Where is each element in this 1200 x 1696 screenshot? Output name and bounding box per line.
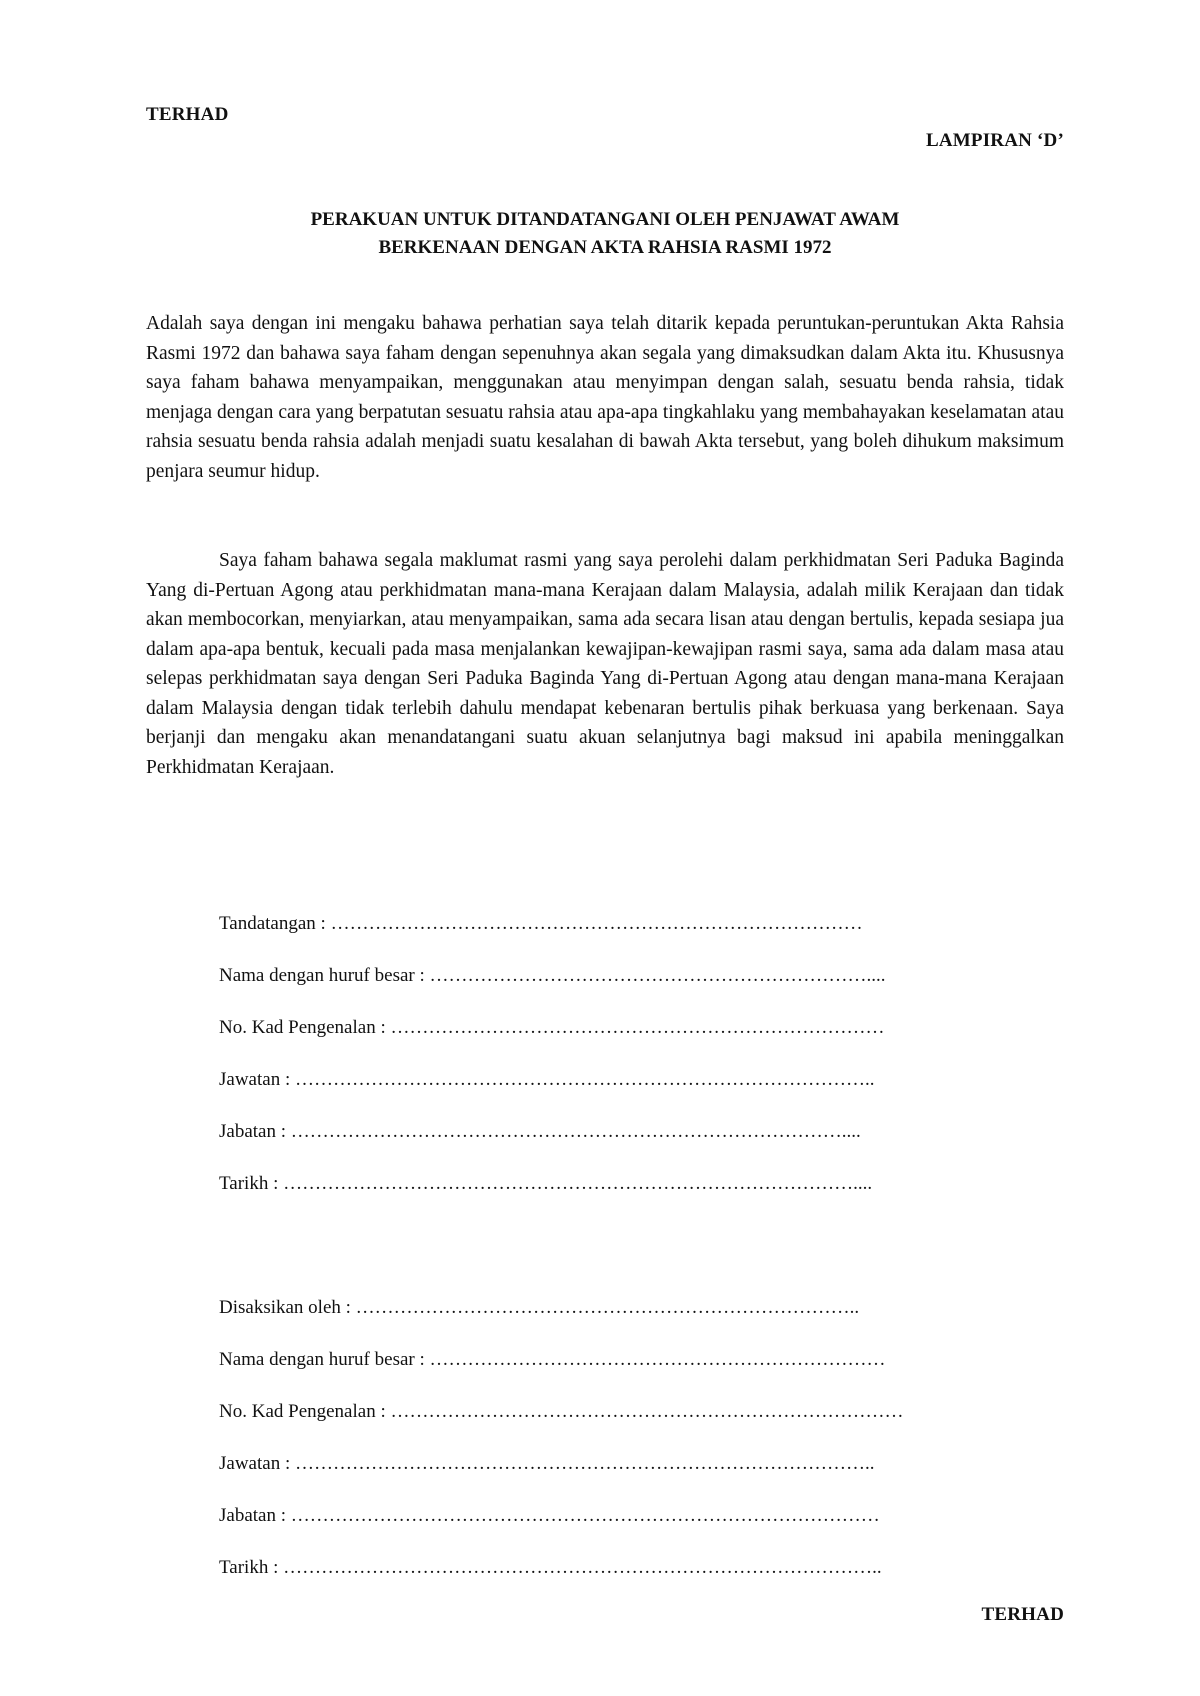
signatory-name-field: Nama dengan huruf besar : …………………………………………………………….... [219,965,886,986]
appendix-label: LAMPIRAN ‘D’ [925,130,1064,151]
witness-section [219,1296,999,1608]
signatory-ic-field: No. Kad Pengenalan : …………………………………………………………………… [219,1017,885,1038]
witness-name-field: Nama dengan huruf besar : ……………………………………………………………… [219,1349,886,1370]
witness-position-field: Jawatan : ……………………………………………………………………………….. [219,1453,875,1474]
title-line-2: BERKENAAN DENGAN AKTA RAHSIA RASMI 1972 [378,237,832,258]
signature-field: Tandatangan : ………………………………………………………………………… [219,913,863,934]
declaration-paragraph-2: Saya faham bahawa segala maklumat rasmi yang saya perolehi dalam perkhidmatan Seri Paduka Baginda Yang di-Pertuan Agong atau perkhidmatan mana-mana Kerajaan dalam Malaysia, adalah milik Kerajaan dan tidak akan membocorkan, menyiarkan, atau menyampaikan, sama ada secara lisan atau dengan bertulis, kepada sesiapa jua dalam apa-apa bentuk, kecuali pada masa menjalankan kewajipan-kewajipan rasmi saya, sama ada dalam masa atau selepas perkhidmatan saya dengan Seri Paduka Baginda Yang di-Pertuan Agong atau dengan mana-mana Kerajaan dalam Malaysia dengan tidak terlebih dahulu mendapat kebenaran bertulis pihak berkuasa yang berkenaan. Saya berjanji dan mengaku akan menandatangani suatu akuan selanjutnya bagi maksud ini apabila meninggalkan Perkhidmatan Kerajaan. [146,550,1064,778]
document-title [146,206,1064,262]
witnessed-by-field: Disaksikan oleh : …………………………………………………………………….. [219,1297,860,1318]
witness-ic-field: No. Kad Pengenalan : ……………………………………………………………………… [219,1401,904,1422]
signatory-section [219,912,999,1224]
classification-label-bottom: TERHAD [981,1604,1064,1625]
signatory-position-field: Jawatan : ……………………………………………………………………………….. [219,1069,875,1090]
declaration-paragraph-1: Adalah saya dengan ini mengaku bahawa perhatian saya telah ditarik kepada peruntukan-peruntukan Akta Rahsia Rasmi 1972 dan bahawa saya faham dengan sepenuhnya akan segala yang dimaksudkan dalam Akta itu. Khususnya saya faham bahawa menyampaikan, menggunakan atau menyimpan dengan salah, sesuatu benda rahsia, tidak menjaga dengan cara yang berpatutan sesuatu rahsia atau apa-apa tingkahlaku yang membahayakan keselamatan atau rahsia sesuatu benda rahsia adalah menjadi suatu kesalahan di bawah Akta tersebut, yang boleh dihukum maksimum penjara seumur hidup. [146,313,1064,482]
signatory-date-field: Tarikh : ……………………………………………………………………………….... [219,1173,873,1194]
witness-department-field: Jabatan : ………………………………………………………………………………… [219,1505,880,1526]
title-line-1: PERAKUAN UNTUK DITANDATANGANI OLEH PENJAWAT AWAM [310,209,900,230]
signatory-department-field: Jabatan : …………………………………………………………………………….... [219,1121,861,1142]
witness-date-field: Tarikh : ………………………………………………………………………………….. [219,1557,882,1578]
classification-label-top: TERHAD [146,104,229,125]
